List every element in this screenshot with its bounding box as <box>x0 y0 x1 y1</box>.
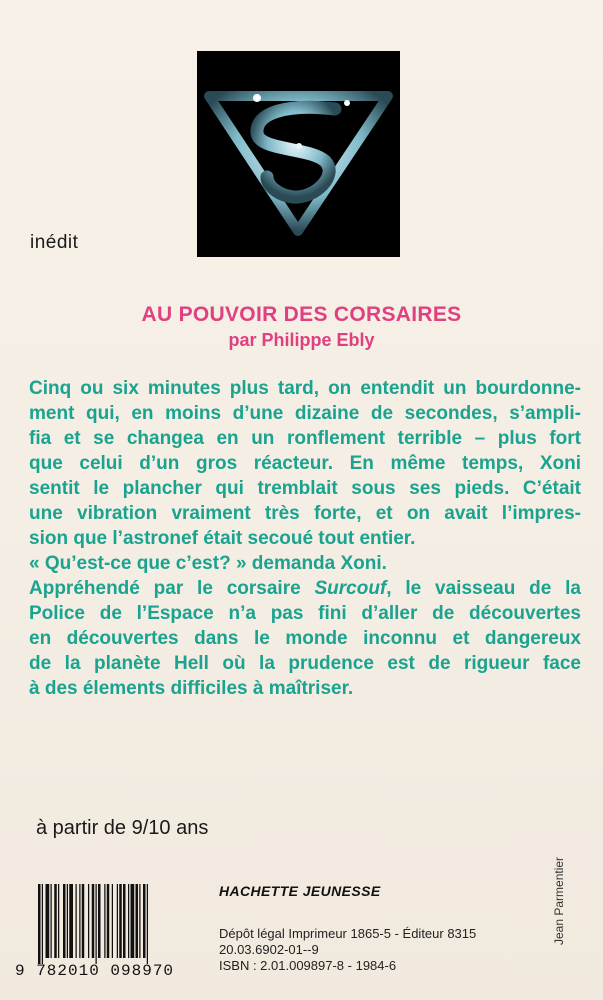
barcode-bar <box>92 884 95 958</box>
barcode-bar <box>136 884 139 958</box>
barcode-bar <box>46 884 50 958</box>
blurb-line: de la planète Hell où la prudence est de rigueur face <box>29 653 581 674</box>
barcode-bar <box>63 884 66 958</box>
barcode-bar <box>67 884 68 958</box>
superman-s-shield-icon <box>197 51 400 257</box>
barcode-bar <box>54 884 57 958</box>
barcode-bar <box>117 884 118 958</box>
barcode-bar <box>51 884 52 958</box>
blurb-line: « Qu’est-ce que c’est? » demanda Xoni. <box>29 553 387 574</box>
barcode-bar <box>42 884 43 964</box>
blurb-line: sion que l’astronef était secoué tout entier. <box>29 528 416 549</box>
blurb-line: Police de l’Espace n’a pas fini d’aller de découvertes <box>29 603 581 624</box>
barcode-bar <box>128 884 129 958</box>
barcode-bar <box>112 884 113 958</box>
blurb-text-span: , le vaisseau de la <box>386 578 581 599</box>
blurb-line: à des élements difficiles à maîtriser. <box>29 678 354 699</box>
barcode-bar <box>147 884 148 964</box>
age-range: à partir de 9/10 ans <box>36 817 209 839</box>
legal-line: ISBN : 2.01.009897-8 - 1984-6 <box>219 958 397 973</box>
barcode-bar <box>79 884 80 958</box>
blurb-line: fia et se changea en un ronflement terrible – plus fort <box>29 428 581 449</box>
publisher-name: HACHETTE JEUNESSE <box>219 883 381 899</box>
barcode-bar <box>88 884 89 958</box>
blurb-line: que celui d’un gros réacteur. En même temps, Xoni <box>29 453 581 474</box>
barcode-bar <box>107 884 110 958</box>
book-title: AU POUVOIR DES CORSAIRES <box>141 303 462 326</box>
barcode-bar <box>143 884 146 958</box>
barcode-bar <box>58 884 59 958</box>
barcode-bar <box>96 884 97 964</box>
barcode-bar <box>69 884 73 958</box>
blurb-line: une vibration vraiment très forte, et on avait l’impres- <box>29 503 581 524</box>
blurb-line: en découvertes dans le monde inconnu et dangereux <box>29 628 581 649</box>
ship-name: Surcouf <box>314 578 387 599</box>
blurb-line: Cinq ou six minutes plus tard, on entendit un bourdonne- <box>29 378 581 399</box>
blurb-text-span: Appréhendé par le corsaire <box>29 578 315 599</box>
legal-line: 20.03.6902-01--9 <box>219 942 319 957</box>
barcode-bar <box>139 884 140 958</box>
legal-info <box>219 926 549 974</box>
barcode-bar <box>123 884 126 958</box>
barcode-bar <box>82 884 85 958</box>
barcode-icon <box>36 884 194 964</box>
blurb-text <box>29 376 581 701</box>
barcode-bar <box>119 884 122 958</box>
barcode-bar <box>38 884 41 964</box>
book-author: par Philippe Ebly <box>228 330 375 350</box>
barcode-number: 9 782010 098970 <box>15 962 175 980</box>
blurb-line: ment qui, en moins d’une dizaine de secondes, s’ampli- <box>29 403 581 424</box>
inedit-label: inédit <box>30 232 79 253</box>
blurb-line: sentit le plancher qui tremblait sous ses pieds. C’était <box>29 478 581 499</box>
designer-credit: Jean Parmentier <box>552 856 566 945</box>
barcode-bar <box>104 884 105 958</box>
barcode-bar <box>131 884 135 958</box>
barcode-bar <box>76 884 77 958</box>
legal-line: Dépôt légal Imprimeur 1865-5 - Éditeur 8315 <box>219 926 477 941</box>
blurb-line <box>29 576 581 601</box>
barcode-bar <box>98 884 101 958</box>
